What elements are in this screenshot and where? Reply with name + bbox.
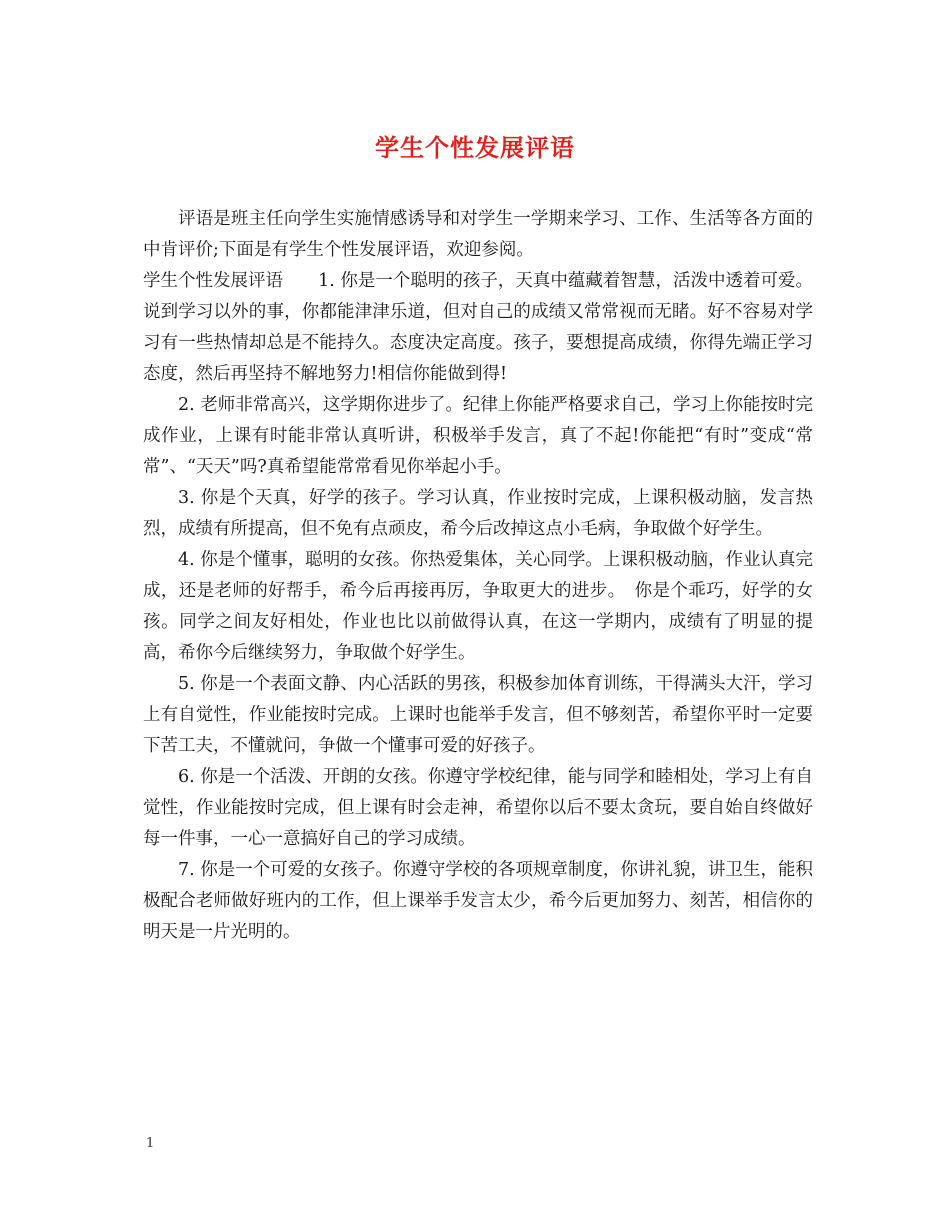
comment-paragraph-3: 3. 你是个天真，好学的孩子。学习认真，作业按时完成，上课积极动脑，发言热烈，成绩有所提高，但不免有点顽皮，希今后改掉这点小毛病，争取做个好学生。 (143, 488, 813, 539)
page-number: 1 (146, 1136, 155, 1151)
document-title: 学生个性发展评语 (375, 133, 575, 162)
comment-paragraph-6: 6. 你是一个活泼、开朗的女孩。你遵守学校纪律，能与同学和睦相处，学习上有自觉性，作业能按时完成，但上课有时会走神，希望你以后不要太贪玩，要自始自终做好每一件事，一心一意搞好自己的学习成绩。 (143, 767, 813, 849)
comment-paragraph-7: 7. 你是一个可爱的女孩子。你遵守学校的各项规章制度，你讲礼貌，讲卫生，能积极配合老师做好班内的工作，但上课举手发言太少，希今后更加努力、刻苦，相信你的明天是一片光明的。 (143, 860, 813, 942)
comment-paragraph-1: 学生个性发展评语 1. 你是一个聪明的孩子，天真中蕴藏着智慧，活泼中透着可爱。说到学习以外的事，你都能津津乐道，但对自己的成绩又常常视而无睹。好不容易对学习有一些热情却总是不能持久。态度决定高度。孩子，要想提高成绩，你得先端正学习态度，然后再坚持不解地努力!相信你能做到得! (143, 271, 813, 384)
intro-paragraph: 评语是班主任向学生实施情感诱导和对学生一学期来学习、工作、生活等各方面的中肯评价;下面是有学生个性发展评语，欢迎参阅。 (143, 209, 813, 260)
comment-paragraph-4: 4. 你是个懂事，聪明的女孩。你热爱集体，关心同学。上课积极动脑，作业认真完成，还是老师的好帮手，希今后再接再厉，争取更大的进步。 你是个乖巧，好学的女孩。同学之间友好相处，作业也比以前做得认真，在这一学期内，成绩有了明显的提高，希你今后继续努力，争取做个好学生。 (143, 550, 813, 663)
document-body (143, 204, 813, 948)
comment-paragraph-5: 5. 你是一个表面文静、内心活跃的男孩，积极参加体育训练，干得满头大汗，学习上有自觉性，作业能按时完成。上课时也能举手发言，但不够刻苦，希望你平时一定要下苦工夫，不懂就问，争做一个懂事可爱的好孩子。 (143, 674, 813, 756)
comment-paragraph-2: 2. 老师非常高兴，这学期你进步了。纪律上你能严格要求自己，学习上你能按时完成作业，上课有时能非常认真听讲，积极举手发言，真了不起!你能把“有时”变成“常常”、“天天”吗?真希望能常常看见你举起小手。 (143, 395, 813, 477)
